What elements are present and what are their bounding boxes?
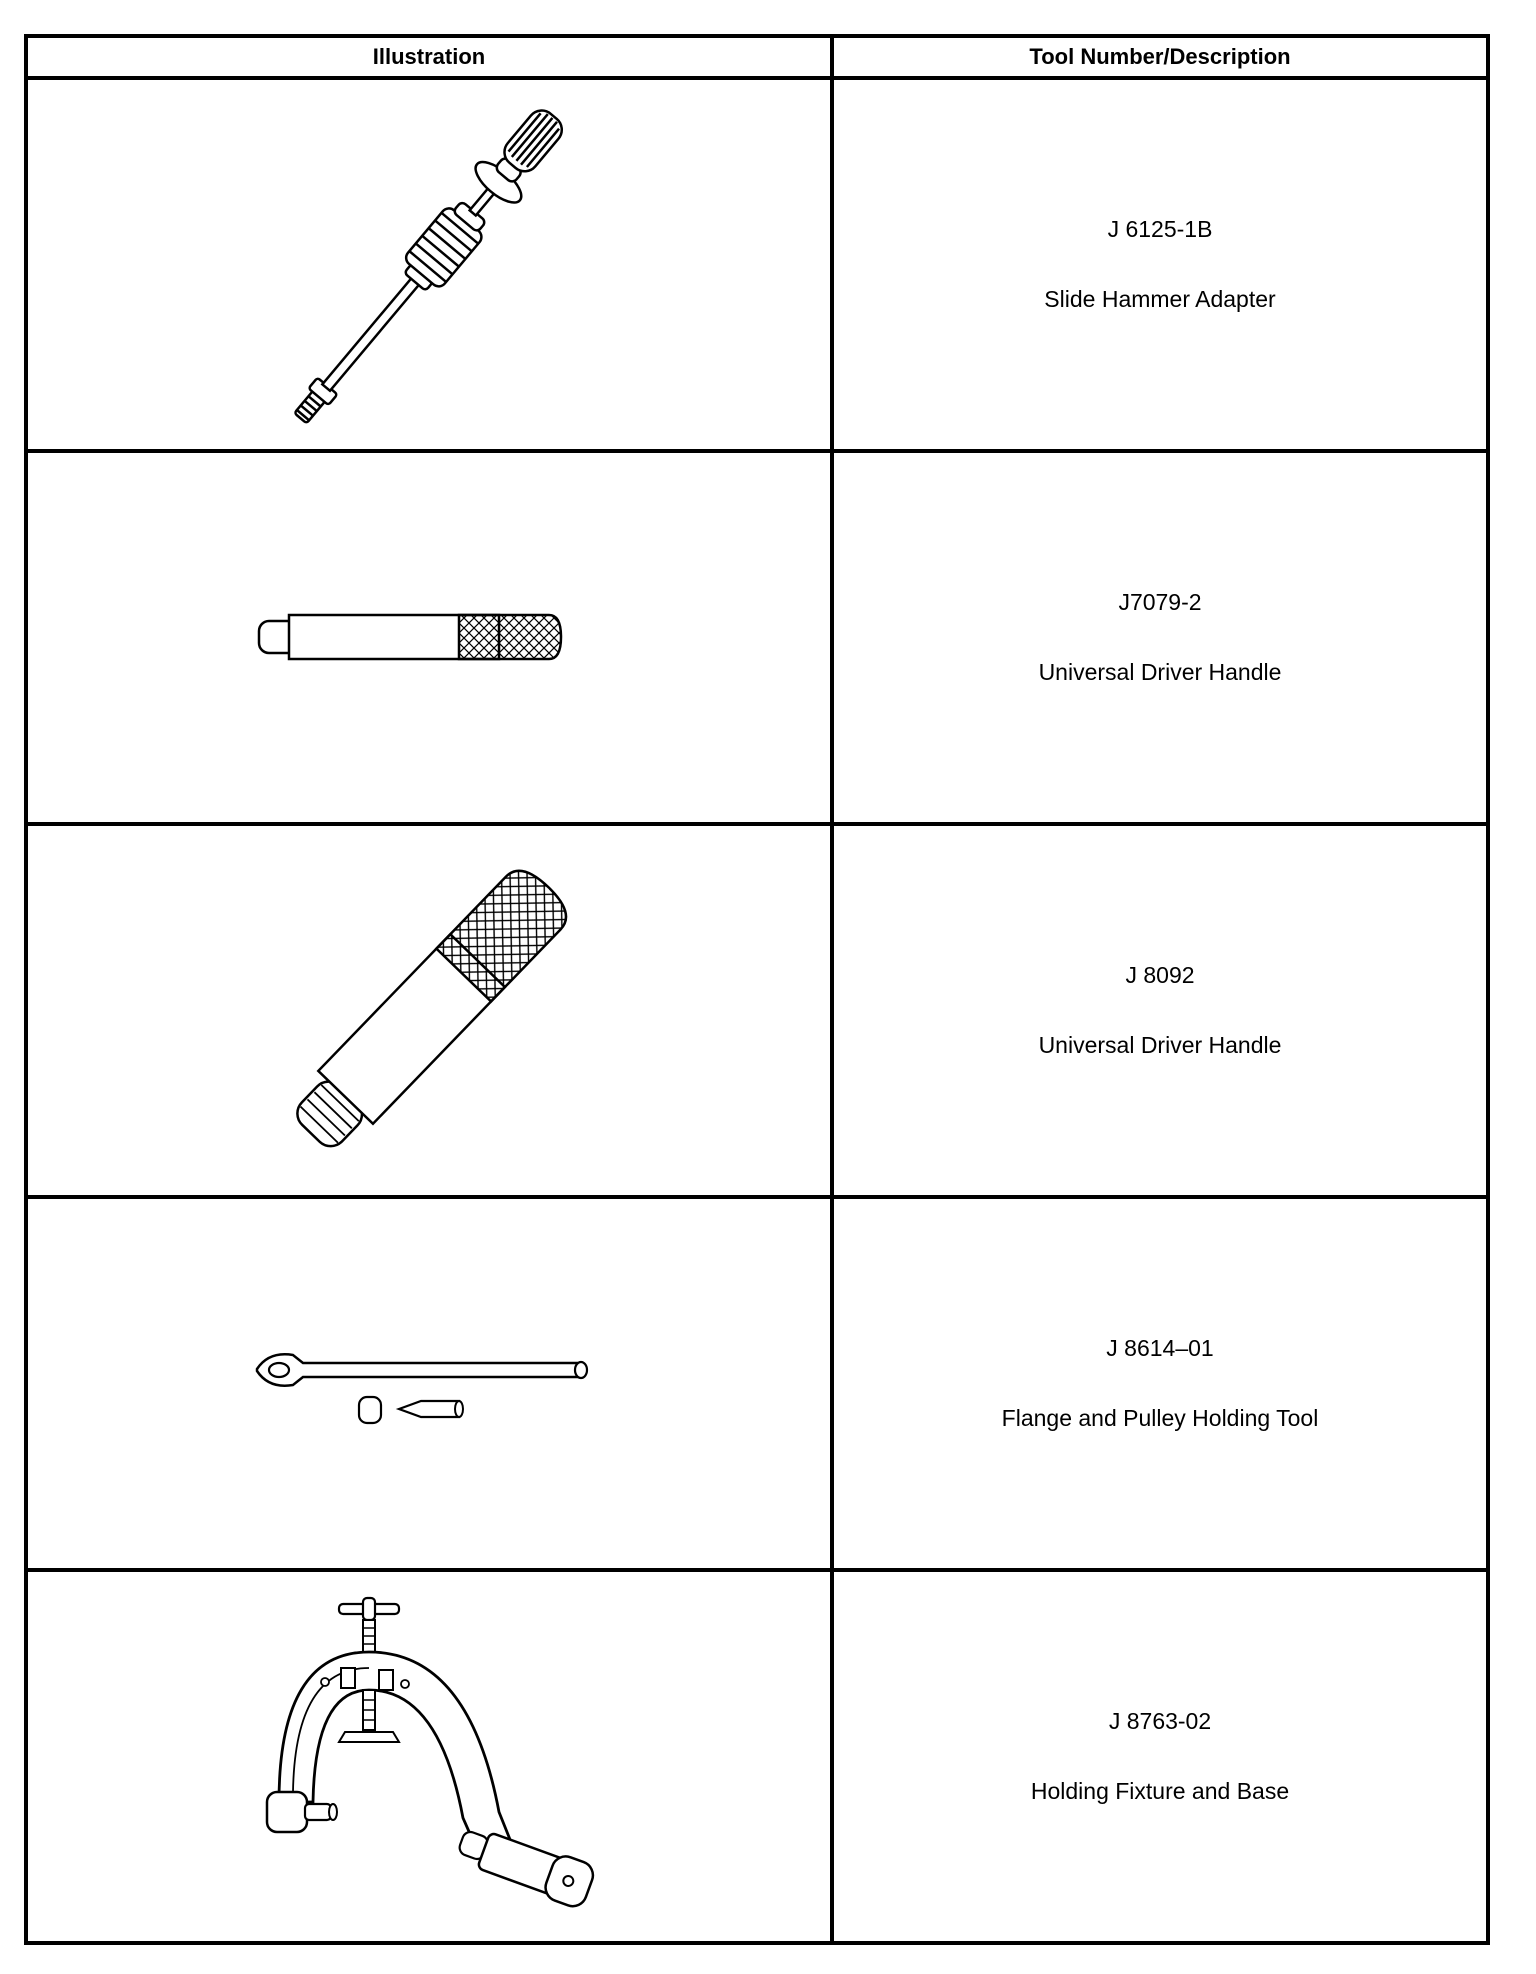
driver-handle-icon [249, 593, 609, 683]
tool-description: Universal Driver Handle [1038, 1031, 1282, 1058]
tool-header: Tool Number/Description [832, 36, 1488, 78]
holding-fixture-icon [249, 1592, 609, 1922]
illustration-cell [26, 1570, 832, 1943]
description-cell [832, 1570, 1488, 1943]
holding-tool-icon [249, 1329, 609, 1439]
slide-hammer-icon [219, 95, 639, 435]
tool-description: Slide Hammer Adapter [1044, 285, 1276, 312]
table-row [26, 824, 1488, 1197]
tool-description: Universal Driver Handle [1038, 658, 1282, 685]
illustration-cell [26, 451, 832, 824]
table-row [26, 78, 1488, 451]
tool-number: J 8763-02 [1108, 1707, 1212, 1734]
description-cell [832, 1197, 1488, 1570]
table-row [26, 1570, 1488, 1943]
driver-handle-icon [239, 851, 619, 1171]
table-header-row [26, 36, 1488, 78]
tool-description: Holding Fixture and Base [1030, 1777, 1290, 1804]
tool-number: J 6125-1B [1107, 215, 1213, 242]
table-row [26, 451, 1488, 824]
tool-table [24, 34, 1490, 1945]
tool-number: J 8614–01 [1106, 1334, 1214, 1361]
description-cell [832, 451, 1488, 824]
description-cell [832, 824, 1488, 1197]
illustration-header: Illustration [26, 36, 832, 78]
illustration-cell [26, 824, 832, 1197]
tool-number: J 8092 [1125, 961, 1195, 988]
illustration-cell [26, 1197, 832, 1570]
tool-description: Flange and Pulley Holding Tool [1001, 1404, 1319, 1431]
tool-number: J7079-2 [1118, 588, 1202, 615]
illustration-cell [26, 78, 832, 451]
description-cell [832, 78, 1488, 451]
table-row [26, 1197, 1488, 1570]
